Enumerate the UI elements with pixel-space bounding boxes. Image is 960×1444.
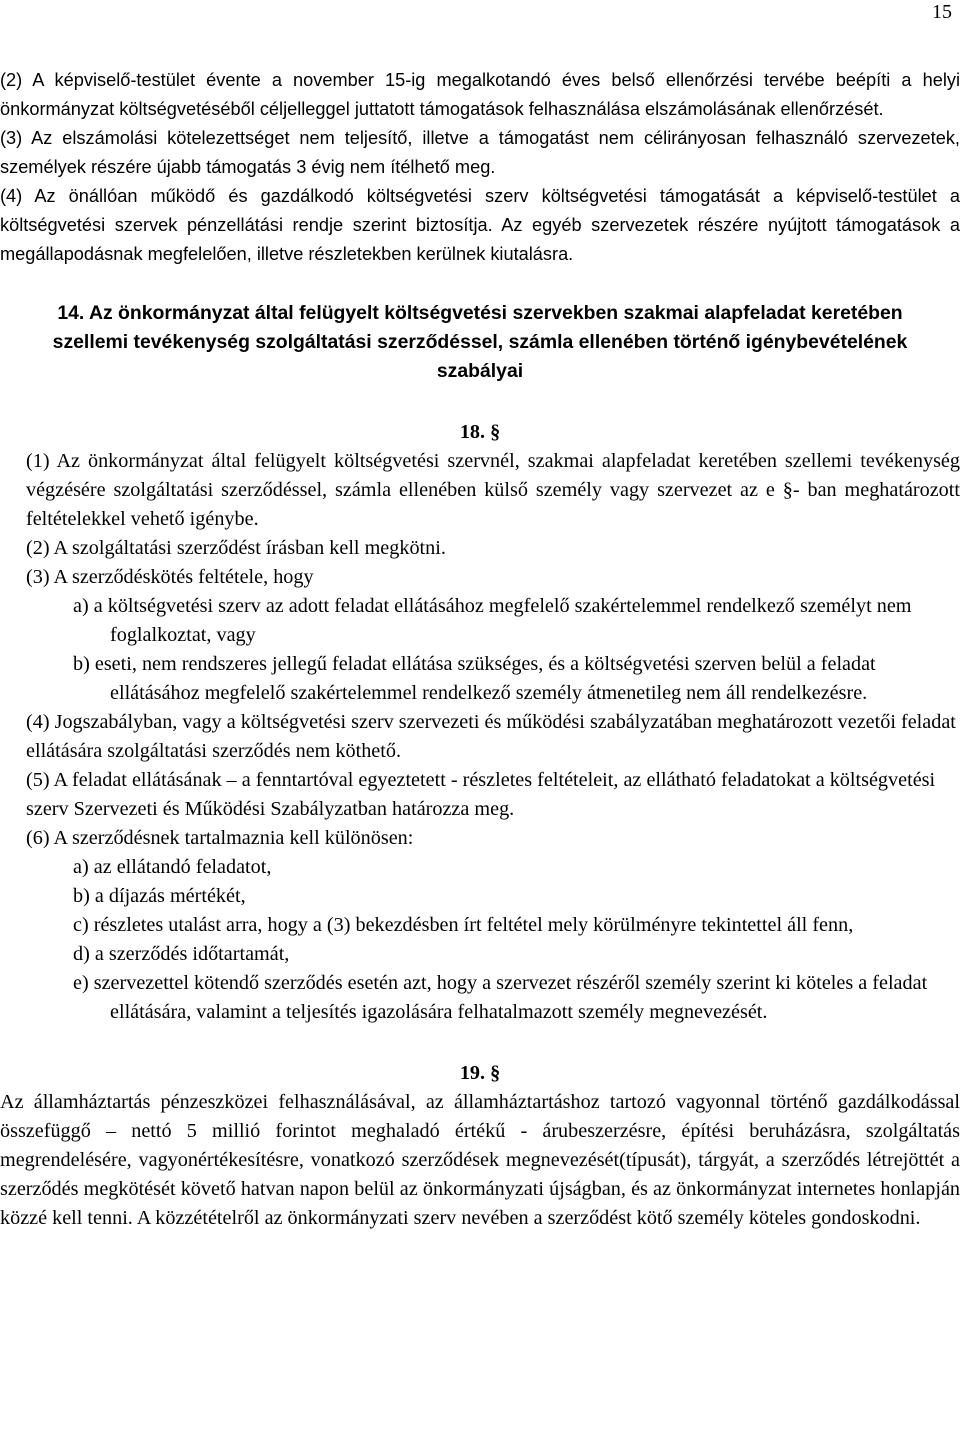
- paragraph-4: (4) Az önállóan működő és gazdálkodó költségvetési szerv költségvetési támogatását a képviselő-testület a költségvetési szervek pénzellátási rendje szerint biztosítja. Az egyéb szervezetek részére nyújtott támogatások a megállapodásnak megfelelően, illetve részletekben kerülnek kiutalásra.: [0, 186, 960, 264]
- section-18-6-item-c: c) részletes utalást arra, hogy a (3) bekezdésben írt feltétel mely körülményre tekintettel áll fenn,: [73, 914, 854, 936]
- section-19-title: 19. §: [459, 1062, 501, 1084]
- section-19-body: Az államháztartás pénzeszközei felhasználásával, az államháztartáshoz tartozó vagyonnal történő gazdálkodással összefüggő – nettó 5 millió forintot meghaladó értékű - árubeszerzésre, építési beruházásra, szolgáltatás megrendelésére, vagyonértékesítésre, vonatkozó szerződések megnevezését(típusát), tárgyát, a szerződés létrejöttét a szerződés megkötését követő hatvan napon belül az önkormányzati újságban, és az önkormányzat internetes honlapján közzé kell tenni. A közzétételről az önkormányzati szerv nevében a szerződést kötő személy köteles gondoskodni.: [0, 1091, 960, 1229]
- section-18-paragraph-5: (5) A feladat ellátásának – a fenntartóval egyeztetett - részletes feltételeit, az ellátható feladatokat a költségvetési szerv Szervezeti és Működési Szabályzatban határozza meg.: [26, 769, 936, 820]
- section-18-paragraph-4: (4) Jogszabályban, vagy a költségvetési szerv szervezeti és működési szabályzatában meghatározott vezetői feladat ellátására szolgáltatási szerződés nem köthető.: [26, 711, 956, 762]
- section-18-paragraph-6: (6) A szerződésnek tartalmaznia kell különösen:: [26, 827, 414, 849]
- paragraph-3: (3) Az elszámolási kötelezettséget nem teljesítő, illetve a támogatást nem célirányosan felhasználó szervezetek, személyek részére újabb támogatás 3 évig nem ítélhető meg.: [0, 128, 960, 177]
- paragraph-2: (2) A képviselő-testület évente a november 15-ig megalkotandó éves belső ellenőrzési tervébe beépíti a helyi önkormányzat költségvetéséből céljelleggel juttatott támogatások felhasználása elszámolásának ellenőrzését.: [0, 70, 960, 119]
- chapter-heading: 14. Az önkormányzat által felügyelt költségvetési szervekben szakmai alapfeladat keretében szellemi tevékenység szolgáltatási szerződéssel, számla ellenében történő igénybevételének szabályai: [52, 302, 908, 382]
- section-18-6-item-d: d) a szerződés időtartamát,: [73, 943, 290, 965]
- section-18-item-a: a) a költségvetési szerv az adott feladat ellátásához megfelelő szakértelemmel rendelkező személyt nem foglalkoztat, vagy: [73, 595, 912, 646]
- document-body: [0, 66, 960, 1233]
- section-18-paragraph-1: (1) Az önkormányzat által felügyelt költségvetési szervnél, szakmai alapfeladat keretében szellemi tevékenység végzésére szolgáltatási szerződéssel, számla ellenében külső személy vagy szervezet az e §- ban meghatározott feltételekkel vehető igénybe.: [26, 450, 960, 530]
- section-18-6-item-e: e) szervezettel kötendő szerződés esetén azt, hogy a szervezet részéről személy szerint ki köteles a feladat ellátására, valamint a teljesítés igazolására felhatalmazott személy megnevezését.: [73, 972, 928, 1023]
- section-18-item-b: b) eseti, nem rendszeres jellegű feladat ellátása szükséges, és a költségvetési szerven belül a feladat ellátásához megfelelő szakértelemmel rendelkező személy átmenetileg nem áll rendelkezésre.: [73, 653, 876, 704]
- section-18-title: 18. §: [459, 421, 501, 443]
- section-18-6-item-b: b) a díjazás mértékét,: [73, 885, 246, 907]
- section-18-paragraph-3: (3) A szerződéskötés feltétele, hogy: [26, 566, 314, 588]
- page-number: 15: [932, 1, 952, 23]
- section-18-paragraph-2: (2) A szolgáltatási szerződést írásban kell megkötni.: [26, 537, 446, 559]
- section-18-6-item-a: a) az ellátandó feladatot,: [73, 856, 272, 878]
